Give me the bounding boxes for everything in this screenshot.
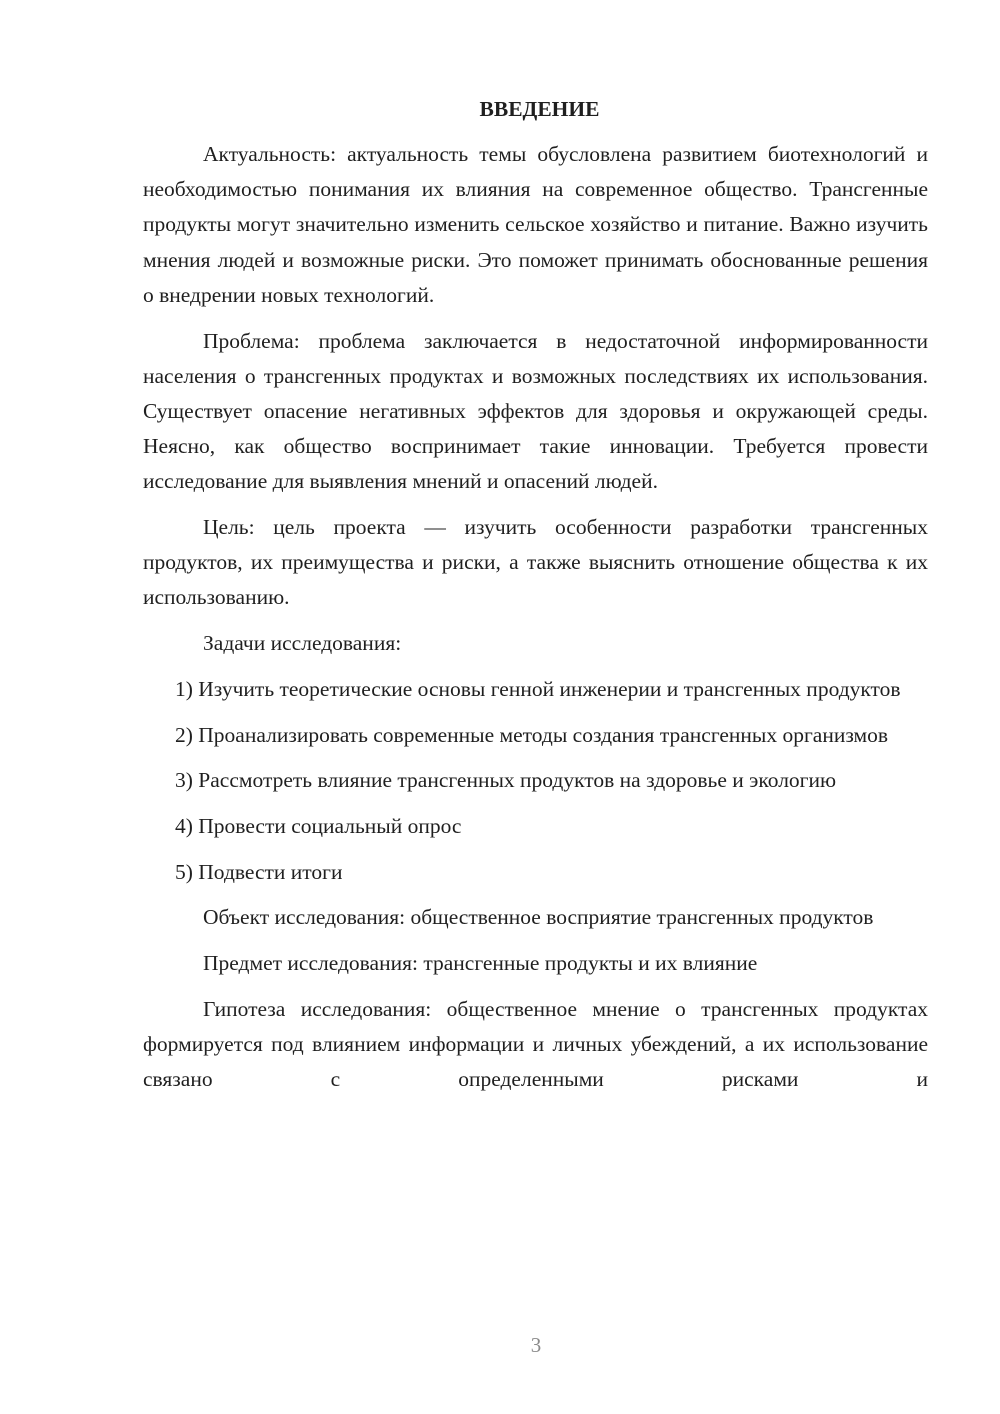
hypothesis-paragraph: Гипотеза исследования: общественное мнение о трансгенных продуктах формируется под влиянием информации и личных убеждений, а их использование связано с определенными рисками и: [143, 996, 928, 1092]
task-item-1: 1) Изучить теоретические основы генной инженерии и трансгенных продуктов: [175, 676, 901, 701]
task-item-3: 3) Рассмотреть влияние трансгенных продуктов на здоровье и экологию: [175, 768, 837, 793]
page-number: 3: [530, 1333, 542, 1357]
document-page: [143, 92, 928, 1108]
subject-paragraph: Предмет исследования: трансгенные продукты и их влияние: [203, 951, 758, 976]
problem-paragraph: Проблема: проблема заключается в недостаточной информированности населения о трансгенных продуктах и возможных последствиях их использования. Существует опасение негативных эффектов для здоровья и окружающей среды. Неясно, как общество воспринимает такие инновации. Требуется провести исследование для выявления мнений и опасений людей.: [143, 328, 928, 494]
task-item-4: 4) Провести социальный опрос: [175, 813, 462, 838]
object-paragraph: Объект исследования: общественное восприятие трансгенных продуктов: [203, 905, 874, 930]
tasks-heading: Задачи исследования:: [203, 631, 402, 656]
task-item-2: 2) Проанализировать современные методы создания трансгенных организмов: [175, 722, 889, 747]
task-item-5: 5) Подвести итоги: [175, 859, 343, 884]
relevance-paragraph: Актуальность: актуальность темы обусловлена развитием биотехнологий и необходимостью понимания их влияния на современное общество. Трансгенные продукты могут значительно изменить сельское хозяйство и питание. Важно изучить мнения людей и возможные риски. Это поможет принимать обоснованные решения о внедрении новых технологий.: [143, 142, 928, 307]
goal-paragraph: Цель: цель проекта — изучить особенности разработки трансгенных продуктов, их преимущества и риски, а также выяснить отношение общества к их использованию.: [143, 515, 928, 610]
section-title: ВВЕДЕНИЕ: [479, 97, 600, 121]
